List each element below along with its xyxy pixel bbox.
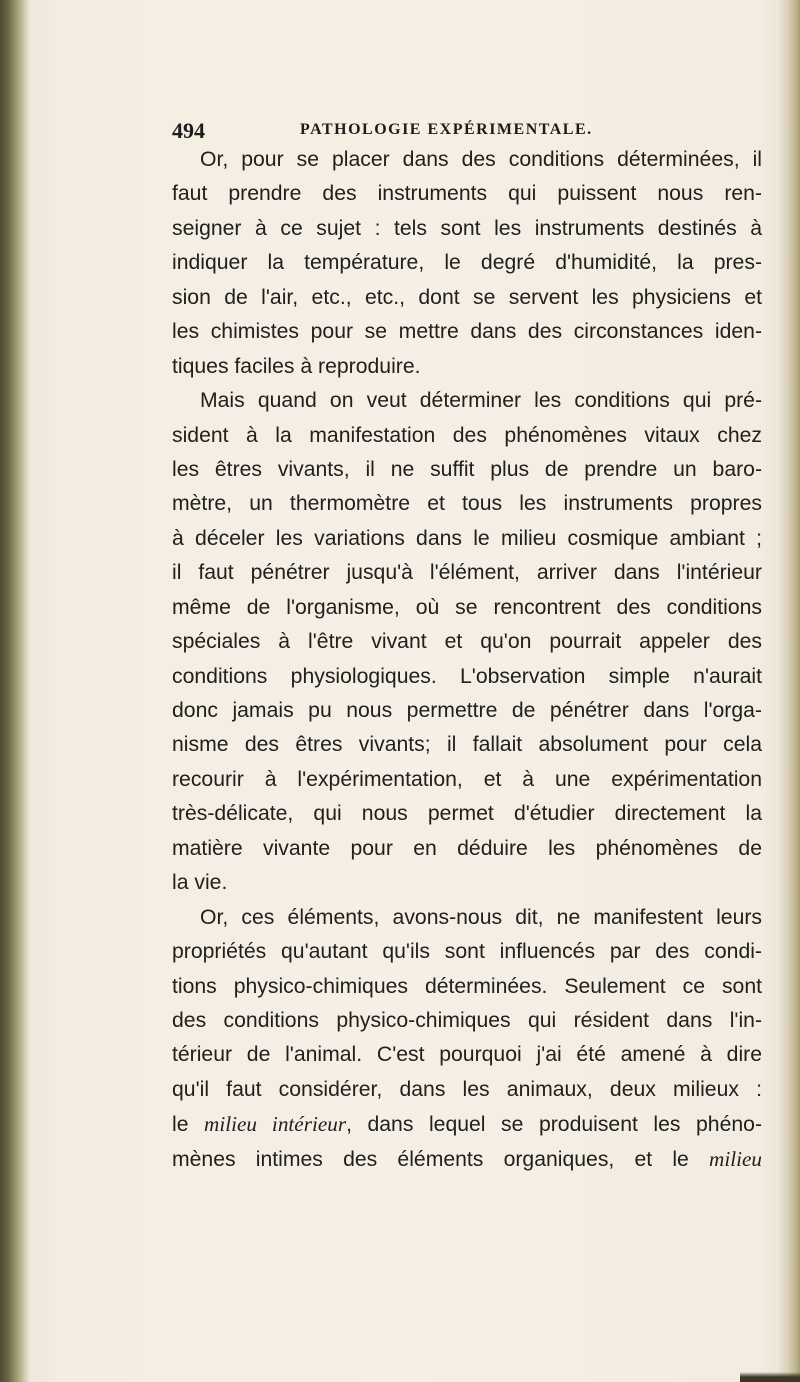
word-le: le: [172, 1113, 189, 1137]
text-line: donc jamais pu nous permettre de pénétrer dans l'orga-: [172, 699, 762, 722]
text-line: matière vivante pour en déduire les phénomènes de: [172, 836, 762, 860]
text-line: Or, ces éléments, avons-nous dit, ne manifestent leurs: [200, 905, 762, 929]
italic-term-milieu: milieu: [709, 1146, 762, 1171]
text-line: qu'il faut considérer, dans les animaux, deux milieux :: [172, 1077, 762, 1101]
text-line: tiques faciles à reproduire.: [172, 354, 421, 378]
text-line: spéciales à l'être vivant et qu'on pourrait appeler des: [172, 630, 762, 654]
page-right-edge: [778, 0, 800, 1382]
text-line: recourir à l'expérimentation, et à une expérimentation: [172, 767, 762, 791]
text-line: tions physico-chimiques déterminées. Seulement ce sont: [172, 974, 762, 998]
text-line: [172, 1107, 762, 1141]
text-line: les chimistes pour se mettre dans des circonstances iden-: [172, 320, 762, 344]
book-binding-edge: [0, 0, 30, 1382]
text-line: indiquer la température, le degré d'humidité, la pres-: [172, 251, 762, 275]
text-line: nisme des êtres vivants; il fallait absolument pour cela: [172, 733, 762, 757]
text-line: seigner à ce sujet : tels sont les instruments destinés à: [172, 216, 762, 240]
body-text: [172, 143, 762, 1176]
text-fragment: , dans lequel se produisent les phéno-: [346, 1113, 762, 1137]
text-line: très-délicate, qui nous permet d'étudier directement la: [172, 802, 762, 826]
text-line: propriétés qu'autant qu'ils sont influencés par des condi-: [172, 940, 762, 964]
text-line: térieur de l'animal. C'est pourquoi j'ai été amené à dire: [172, 1043, 762, 1067]
text-line: même de l'organisme, où se rencontrent des conditions: [172, 595, 762, 619]
text-line: Mais quand on veut déterminer les conditions qui pré-: [200, 389, 762, 413]
text-line: faut prendre des instruments qui puissent nous ren-: [172, 182, 762, 206]
text-line: conditions physiologiques. L'observation simple n'aurait: [172, 664, 762, 688]
text-line: [172, 1142, 762, 1176]
text-line: à déceler les variations dans le milieu cosmique ambiant ;: [172, 526, 762, 550]
page-number: 494: [172, 118, 205, 143]
text-fragment: mènes intimes des éléments organiques, et le: [172, 1147, 689, 1171]
text-line: des conditions physico-chimiques qui résident dans l'in-: [172, 1008, 762, 1032]
text-line: mètre, un thermomètre et tous les instruments propres: [172, 492, 762, 516]
text-line: la vie.: [172, 871, 228, 895]
text-line: les êtres vivants, il ne suffit plus de prendre un baro-: [172, 457, 762, 481]
page-corner-shadow: [740, 1372, 800, 1382]
running-title: PATHOLOGIE EXPÉRIMENTALE.: [300, 121, 593, 138]
text-line: sident à la manifestation des phénomènes vitaux chez: [172, 423, 762, 447]
text-line: sion de l'air, etc., etc., dont se servent les physiciens et: [172, 285, 762, 309]
italic-term-milieu-interieur: milieu intérieur: [204, 1112, 347, 1137]
text-line: Or, pour se placer dans des conditions déterminées, il: [200, 148, 762, 171]
text-line: il faut pénétrer jusqu'à l'élément, arriver dans l'intérieur: [172, 561, 762, 585]
